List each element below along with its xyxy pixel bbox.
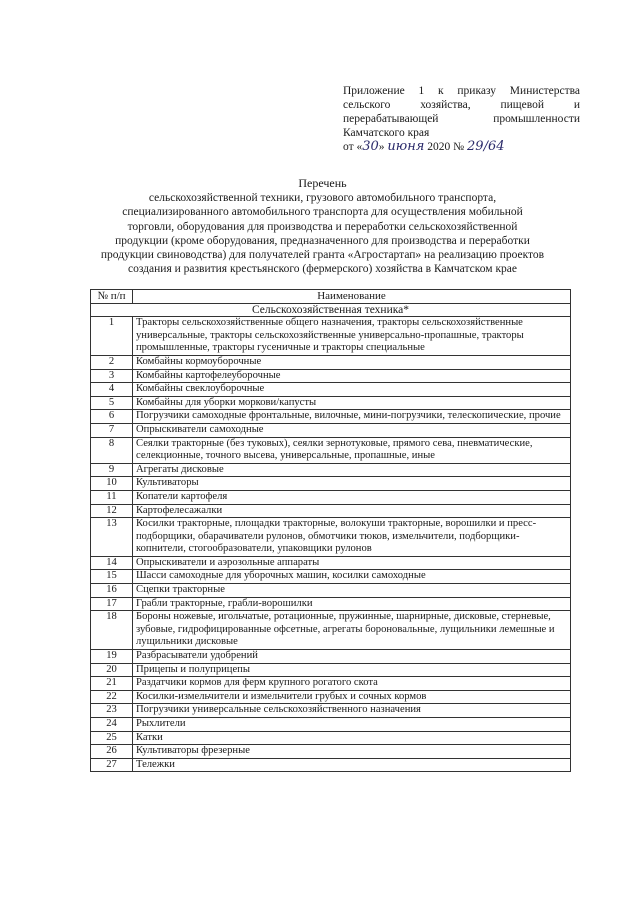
row-name: Раздатчики кормов для ферм крупного рогатого скота (133, 677, 571, 691)
table-row (91, 383, 571, 397)
table-row (91, 758, 571, 772)
row-number: 27 (91, 758, 133, 772)
equipment-table (90, 289, 571, 772)
row-name: Тракторы сельскохозяйственные общего назначения, тракторы сельскохозяйственные универсальные, тракторы сельскохозяйственные универсально-пропашные, тракторы промышленные, тракторы гусеничные и тракторы специальные (133, 317, 571, 356)
appendix-line: Камчатского края (343, 127, 430, 139)
row-number: 25 (91, 731, 133, 745)
row-name: Тележки (133, 758, 571, 772)
row-name: Комбайны для уборки моркови/капусты (133, 396, 571, 410)
table-row (91, 317, 571, 356)
appendix-block (343, 84, 580, 154)
table-row (91, 490, 571, 504)
row-name: Культиваторы (133, 477, 571, 491)
row-name: Сеялки тракторные (без туковых), сеялки зернотуковые, прямого сева, пневматические, селекционные, точного высева, универсальные, пропашные, иные (133, 437, 571, 463)
table-row (91, 463, 571, 477)
row-number: 7 (91, 423, 133, 437)
row-name: Опрыскиватели и аэрозольные аппараты (133, 556, 571, 570)
table-header-row (91, 290, 571, 304)
row-name: Комбайны картофелеуборочные (133, 369, 571, 383)
row-name: Погрузчики универсальные сельскохозяйственного назначения (133, 704, 571, 718)
table-row (91, 396, 571, 410)
row-number: 1 (91, 317, 133, 356)
row-number: 21 (91, 677, 133, 691)
table-row (91, 690, 571, 704)
row-name: Косилки-измельчители и измельчители грубых и сочных кормов (133, 690, 571, 704)
date-mid: » (378, 141, 385, 153)
row-name: Комбайны свеклоуборочные (133, 383, 571, 397)
date-prefix: от « (343, 141, 363, 153)
table-row (91, 704, 571, 718)
row-number: 15 (91, 570, 133, 584)
table-row (91, 611, 571, 650)
table-row (91, 423, 571, 437)
row-number: 3 (91, 369, 133, 383)
row-number: 4 (91, 383, 133, 397)
row-number: 5 (91, 396, 133, 410)
table-row (91, 477, 571, 491)
row-number: 24 (91, 718, 133, 732)
table-row (91, 570, 571, 584)
row-number: 16 (91, 584, 133, 598)
title-line: сельскохозяйственной техники, грузового автомобильного транспорта, (148, 192, 497, 205)
row-number: 23 (91, 704, 133, 718)
header-name: Наименование (133, 290, 571, 304)
section-row (91, 303, 571, 317)
title-line: торговли, оборудования для производства и переработки сельскохозяйственной (127, 220, 518, 233)
table-row (91, 410, 571, 424)
header-number: № п/п (91, 290, 133, 304)
table-row (91, 369, 571, 383)
title-line: создания и развития крестьянского (фермерского) хозяйства в Камчатском крае (127, 263, 517, 276)
row-name: Копатели картофеля (133, 490, 571, 504)
row-number: 9 (91, 463, 133, 477)
row-name: Комбайны кормоуборочные (133, 355, 571, 369)
row-name: Косилки тракторные, площадки тракторные, волокуши тракторные, ворошилки и пресс-подборщики, обарачиватели рулонов, обмотчики тюков, измельчители, подборщики-копнители, стогообразователи, упаковщики рулонов (133, 518, 571, 557)
row-name: Опрыскиватели самоходные (133, 423, 571, 437)
table-row (91, 518, 571, 557)
row-name: Прицепы и полуприцепы (133, 663, 571, 677)
row-number: 11 (91, 490, 133, 504)
row-name: Грабли тракторные, грабли-ворошилки (133, 597, 571, 611)
row-number: 20 (91, 663, 133, 677)
row-number: 26 (91, 745, 133, 759)
title-line: продукции свиноводства) для получателей гранта «Агростартап» на реализацию проектов (100, 249, 545, 262)
table-row (91, 745, 571, 759)
row-number: 6 (91, 410, 133, 424)
date-year: 2020 № (427, 141, 465, 153)
table-row (91, 650, 571, 664)
table-row (91, 556, 571, 570)
row-number: 12 (91, 504, 133, 518)
row-number: 22 (91, 690, 133, 704)
row-name: Культиваторы фрезерные (133, 745, 571, 759)
table-row (91, 504, 571, 518)
section-title: Сельскохозяйственная техника* (91, 303, 571, 317)
table-row (91, 584, 571, 598)
row-number: 14 (91, 556, 133, 570)
row-number: 17 (91, 597, 133, 611)
row-name: Шасси самоходные для уборочных машин, косилки самоходные (133, 570, 571, 584)
table-row (91, 731, 571, 745)
row-name: Агрегаты дисковые (133, 463, 571, 477)
row-number: 8 (91, 437, 133, 463)
row-name: Картофелесажалки (133, 504, 571, 518)
table-row (91, 355, 571, 369)
row-name: Бороны ножевые, игольчатые, ротационные, пружинные, шарнирные, дисковые, стерневые, зубовые, гидрофицированные офсетные, агрегаты бороновальные, лущильники лемешные и лущильники дисковые (133, 611, 571, 650)
row-name: Разбрасыватели удобрений (133, 650, 571, 664)
row-number: 19 (91, 650, 133, 664)
title-line: продукции (кроме оборудования, предназначенного для производства и переработки (115, 234, 530, 247)
row-number: 18 (91, 611, 133, 650)
row-name: Рыхлители (133, 718, 571, 732)
appendix-line: сельского хозяйства, пищевой и (343, 99, 580, 111)
table-row (91, 437, 571, 463)
document-title (70, 176, 575, 276)
title-line: специализированного автомобильного транспорта для осуществления мобильной (122, 206, 523, 219)
row-number: 2 (91, 355, 133, 369)
appendix-line: Приложение 1 к приказу Министерства (343, 85, 580, 97)
table-row (91, 718, 571, 732)
title-heading: Перечень (298, 176, 347, 190)
order-number-handwritten: 29/64 (467, 139, 505, 154)
appendix-date-line (343, 140, 580, 154)
row-name: Сцепки тракторные (133, 584, 571, 598)
appendix-line: перерабатывающей промышленности (343, 113, 580, 125)
row-name: Катки (133, 731, 571, 745)
table-row (91, 677, 571, 691)
row-name: Погрузчики самоходные фронтальные, вилочные, мини-погрузчики, телескопические, прочие (133, 410, 571, 424)
table-row (91, 663, 571, 677)
row-number: 13 (91, 518, 133, 557)
date-day-handwritten: 30 (362, 139, 379, 154)
date-month-handwritten: июня (387, 139, 425, 154)
row-number: 10 (91, 477, 133, 491)
table-row (91, 597, 571, 611)
